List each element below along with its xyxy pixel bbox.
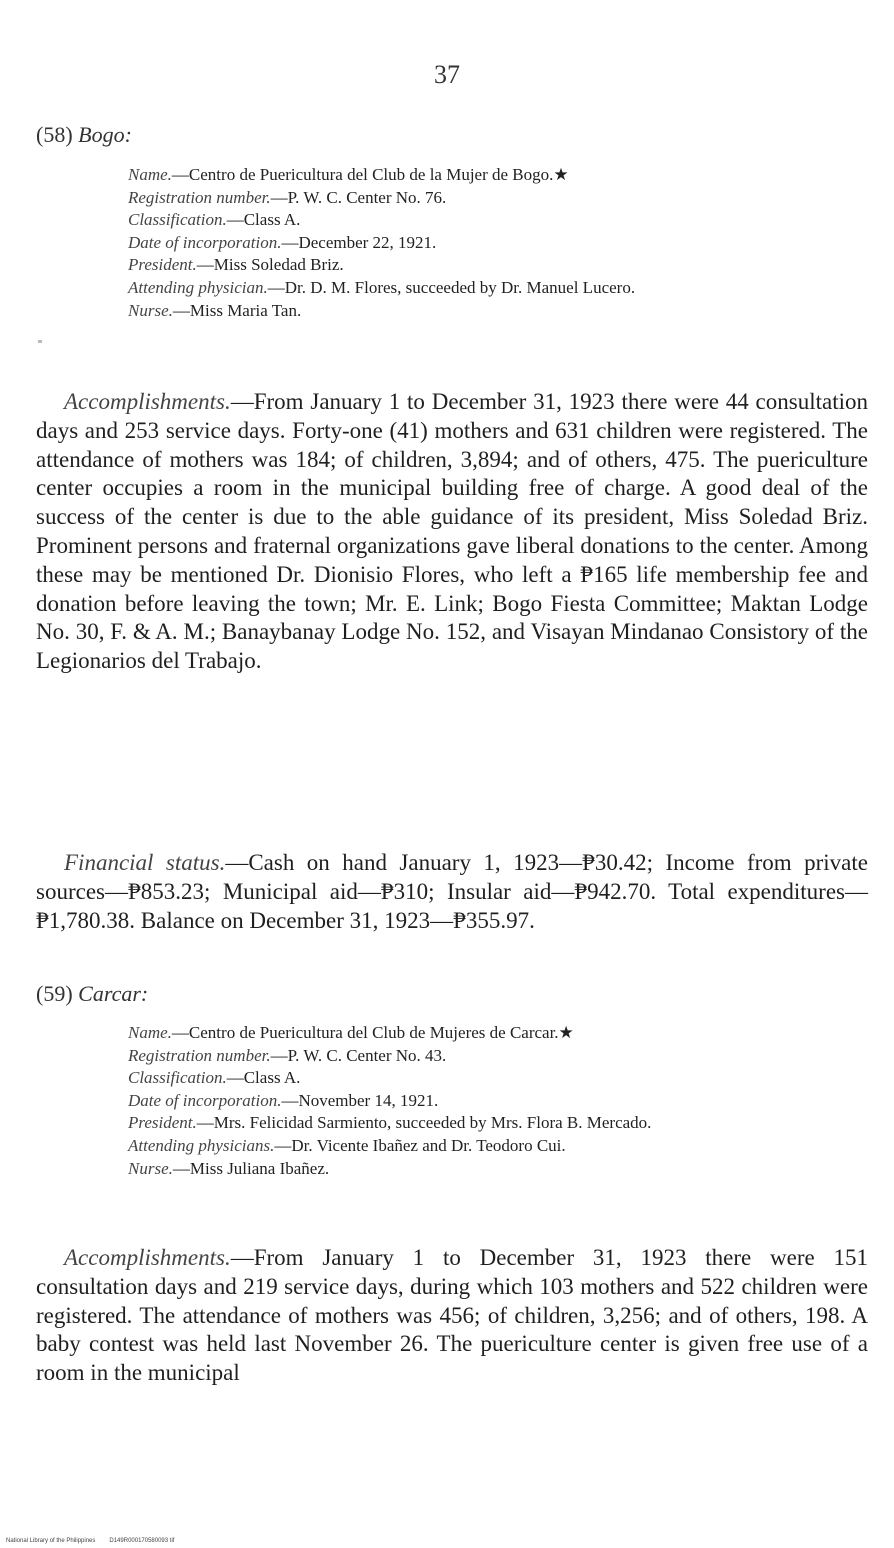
field-value: —November 14, 1921. — [281, 1090, 439, 1110]
footer-identifier: D149R000170580093 tif — [109, 1538, 175, 1544]
field-label: President. — [128, 255, 197, 275]
field-value: —Miss Soledad Briz. — [196, 255, 344, 275]
section-place: Carcar: — [78, 981, 149, 1006]
accomplishments-paragraph — [36, 1244, 868, 1388]
field-label: Classification. — [128, 1068, 227, 1088]
field-label: Registration number. — [128, 187, 271, 207]
section-fields — [128, 1022, 868, 1180]
field-label: Registration number. — [128, 1045, 271, 1065]
field-label: Date of incorporation. — [128, 1090, 282, 1110]
page-number: 37 — [434, 60, 460, 89]
field-date-of-incorporation — [128, 232, 868, 255]
section-heading — [36, 122, 132, 148]
field-value: —Centro de Puericultura del Club de la Mujer de Bogo.★ — [171, 165, 569, 184]
field-value: —Class A. — [226, 210, 301, 230]
field-nurse — [128, 1158, 868, 1181]
field-label: Nurse. — [128, 1158, 173, 1178]
field-nurse — [128, 300, 868, 323]
paragraph-label: Accomplishments. — [64, 389, 231, 414]
section-number: (58) — [36, 122, 73, 147]
field-classification — [128, 1067, 868, 1090]
paragraph-text: —From January 1 to December 31, 1923 there were 44 consultation days and 253 service days. Forty-one (41) mothers and 631 children were registered. The attendance of mothers was 184; of children, 3,894; and of others, 475. The puericulture center occupies a room in the municipal building free of charge. A good deal of the success of the center is due to the able guidance of its president, Miss Soledad Briz. Prominent persons and fraternal organizations gave liberal donations to the center. Among these may be mentioned Dr. Dionisio Flores, who left a ₱165 life membership fee and donation before leaving the town; Mr. E. Link; Bogo Fiesta Committee; Maktan Lodge No. 30, F. & A. M.; Banaybanay Lodge No. 152, and Visayan Mindanao Consistory of the Legionarios del Trabajo. — [36, 389, 868, 674]
paragraph-label: Financial status. — [64, 850, 226, 875]
field-value: —P. W. C. Center No. 43. — [270, 1045, 447, 1065]
field-value: —Miss Juliana Ibañez. — [172, 1158, 330, 1178]
paragraph-label: Accomplishments. — [64, 1245, 231, 1270]
field-date-of-incorporation — [128, 1090, 868, 1113]
paragraph-text: —From January 1 to December 31, 1923 there were 151 consultation days and 219 service days, during which 103 mothers and 522 children were registered. The attendance of mothers was 456; of children, 3,256; and of others, 198. A baby contest was held last November 26. The puericulture center is given free use of a room in the municipal — [36, 1245, 868, 1386]
field-label: Classification. — [128, 210, 227, 230]
field-registration-number — [128, 1045, 868, 1068]
field-attending-physician — [128, 277, 868, 300]
field-value: —Dr. D. M. Flores, succeeded by Dr. Manuel Lucero. — [267, 277, 636, 297]
field-name — [128, 164, 868, 187]
field-label: Attending physician. — [128, 277, 268, 297]
field-attending-physicians — [128, 1135, 868, 1158]
field-label: Attending physicians. — [128, 1135, 275, 1155]
field-label: Name. — [128, 1023, 172, 1042]
field-classification — [128, 209, 868, 232]
field-label: Date of incorporation. — [128, 232, 282, 252]
section-number: (59) — [36, 981, 73, 1006]
field-president — [128, 254, 868, 277]
footer-library: National Library of the Philippines — [6, 1538, 96, 1544]
financial-status-paragraph — [36, 849, 868, 935]
field-value: —P. W. C. Center No. 76. — [270, 187, 447, 207]
field-value: —December 22, 1921. — [281, 232, 437, 252]
accomplishments-paragraph — [36, 388, 868, 676]
field-name — [128, 1022, 868, 1045]
field-value: —Centro de Puericultura del Club de Mujeres de Carcar.★ — [171, 1023, 574, 1042]
section-heading — [36, 981, 148, 1007]
section-place: Bogo: — [78, 122, 132, 147]
field-registration-number — [128, 187, 868, 210]
field-label: Nurse. — [128, 300, 173, 320]
section-fields — [128, 164, 868, 322]
field-label: Name. — [128, 165, 172, 184]
field-value: —Class A. — [226, 1068, 301, 1088]
field-label: President. — [128, 1113, 197, 1133]
field-president — [128, 1112, 868, 1135]
scan-footer — [6, 1538, 188, 1544]
paragraph-text: —Cash on hand January 1, 1923—₱30.42; Income from private sources—₱853.23; Municipal aid—₱310; Insular aid—₱942.70. Total expenditures—₱1,780.38. Balance on December 31, 1923—₱355.97. — [36, 850, 868, 933]
field-value: —Mrs. Felicidad Sarmiento, succeeded by Mrs. Flora B. Mercado. — [196, 1113, 652, 1133]
field-value: —Dr. Vicente Ibañez and Dr. Teodoro Cui. — [274, 1135, 566, 1155]
scan-speck — [38, 340, 42, 343]
field-value: —Miss Maria Tan. — [172, 300, 302, 320]
